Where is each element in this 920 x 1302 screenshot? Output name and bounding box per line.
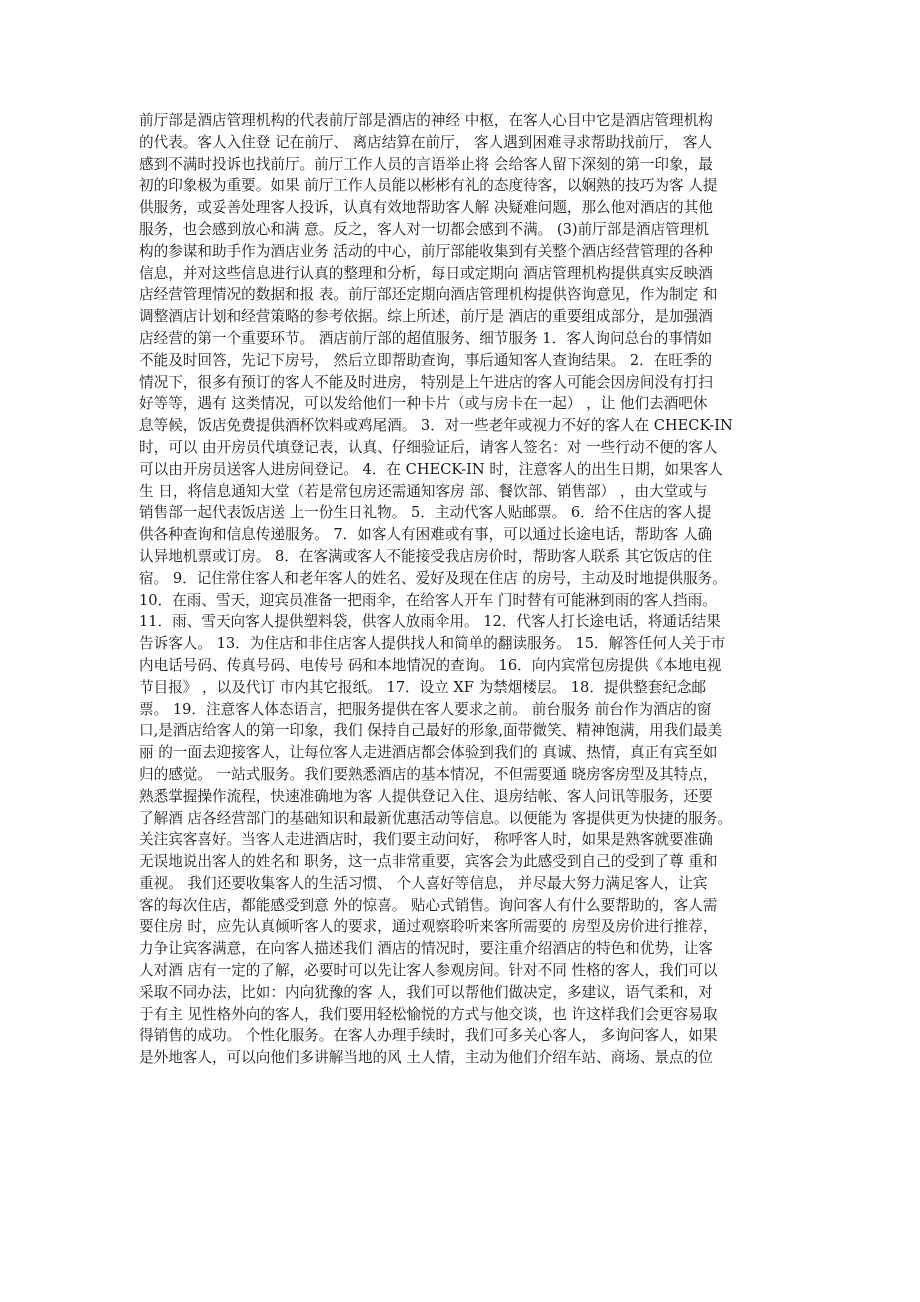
- document-body: [139, 110, 791, 1069]
- text-line: 节目报》 ，以及代订 市内其它报纸。 17．设立 XF 为禁烟楼层。 18．提供整套纪念邮: [139, 678, 707, 696]
- text-line: 供服务，或妥善处理客人投诉，认真有效地帮助客人解 决疑难问题，那么他对酒店的其他: [139, 199, 713, 217]
- text-line: 认异地机票或订房。 8．在客满或客人不能接受我店房价时，帮助客人联系 其它饭店的住: [139, 547, 713, 565]
- text-line: 关注宾客喜好。当客人走进酒店时，我们要主动问好， 称呼客人时，如果是熟客就要准确: [139, 831, 713, 849]
- text-line: 是外地客人，可以向他们多讲解当地的风 土人情，主动为他们介绍车站、商场、景点的位: [139, 1049, 713, 1067]
- text-line: 服务，也会感到放心和满 意。反之，客人对一切都会感到不满。 (3)前厅部是酒店管理机: [139, 220, 709, 238]
- text-line: 要住房 时，应先认真倾听客人的要求，通过观察聆听来客所需要的 房型及房价进行推荐，: [139, 918, 718, 936]
- text-line: 时，可以 由开房员代填登记表，认真、仔细验证后，请客人签名：对 一些行动不便的客人: [139, 438, 718, 456]
- text-line: 无误地说出客人的姓名和 职务，这一点非常重要，宾客会为此感受到自己的受到了尊 重和: [139, 853, 718, 871]
- text-line: 供各种查询和信息传递服务。 7．如客人有困难或有事，可以通过长途电话，帮助客 人确: [139, 526, 713, 544]
- text-line: 得销售的成功。 个性化服务。在客人办理手续时，我们可多关心客人， 多询问客人，如果: [139, 1027, 718, 1045]
- text-line: 客的每次住店，都能感受到意 外的惊喜。 贴心式销售。询问客人有什么要帮助的，客人需: [139, 896, 718, 914]
- text-line: 不能及时回答，先记下房号， 然后立即帮助查询，事后通知客人查询结果。 2．在旺季的: [139, 351, 713, 369]
- text-line: 于有主 见性格外向的客人，我们要用轻松愉悦的方式与他交谈，也 许这样我们会更容易取: [139, 1005, 718, 1023]
- text-line: 票。 19．注意客人体态语言，把服务提供在客人要求之前。 前台服务 前台作为酒店的窗: [139, 700, 712, 718]
- text-line: 信息，并对这些信息进行认真的整理和分析，每日或定期向 酒店管理机构提供真实反映酒: [139, 264, 713, 282]
- text-line: 店经营的第一个重要环节。 酒店前厅部的超值服务、细节服务 1．客人询问总台的事情如: [139, 329, 713, 347]
- text-line: 内电话号码、传真号码、电传号 码和本地情况的查询。 16．向内宾常包房提供《本地电视: [139, 656, 722, 674]
- text-line: 重视。 我们还要收集客人的生活习惯、 个人喜好等信息， 并尽最大努力满足客人，让宾: [139, 874, 708, 892]
- text-line: 10．在雨、雪天，迎宾员准备一把雨伞，在给客人开车 门时替有可能淋到雨的客人挡雨。: [139, 591, 717, 609]
- text-line: 的代表。客人入住登 记在前厅、 离店结算在前厅， 客人遇到困难寻求帮助找前厅， 客人: [139, 133, 713, 151]
- text-line: 丽 的一面去迎接客人，让每位客人走进酒店都会体验到我们的 真诚、热情，真正有宾至如: [139, 744, 718, 762]
- text-line: 采取不同办法，比如：内向犹豫的客 人，我们可以帮他们做决定，多建议，语气柔和，对: [139, 983, 713, 1001]
- text-line: 销售部一起代表饭店送 上一份生日礼物。 5．主动代客人贴邮票。 6．给不住店的客人提: [139, 504, 712, 522]
- text-line: 生 日，将信息通知大堂（若是常包房还需通知客房 部、餐饮部、销售部） ，由大堂或与: [139, 482, 708, 500]
- text-line: 归的感觉。 一站式服务。我们要熟悉酒店的基本情况，不但需要通 晓房客房型及其特点，: [139, 765, 718, 783]
- text-line: 好等等，遇有 这类情况，可以发给他们一种卡片（或与房卡在一起） ，让 他们去酒吧休: [139, 395, 708, 413]
- text-line: 告诉客人。 13．为住店和非住店客人提供找人和简单的翻读服务。 15．解答任何人关于市: [139, 635, 726, 653]
- text-line: 力争让宾客满意，在向客人描述我们 酒店的情况时，要注重介绍酒店的特色和优势，让客: [139, 940, 713, 958]
- text-line: 前厅部是酒店管理机构的代表前厅部是酒店的神经 中枢，在客人心目中它是酒店管理机构: [139, 112, 713, 129]
- text-line: 口,是酒店给客人的第一印象，我们 保持自己最好的形象,面带微笑、精神饱满，用我们最美: [139, 722, 723, 740]
- text-line: 调整酒店计划和经营策略的参考依据。综上所述，前厅是 酒店的重要组成部分，是加强酒: [139, 308, 713, 326]
- text-line: 情况下，很多有预订的客人不能及时进房， 特别是上午进店的客人可能会因房间没有打扫: [139, 373, 713, 391]
- text-line: 人对酒 店有一定的了解，必要时可以先让客人参观房间。针对不同 性格的客人，我们可以: [139, 962, 718, 980]
- text-line: 息等候，饭店免费提供酒杯饮料或鸡尾酒。 3．对一些老年或视力不好的客人在 CHECK-IN: [139, 417, 733, 435]
- text-line: 店经营管理情况的数据和报 表。前厅部还定期向酒店管理机构提供咨询意见，作为制定 和: [139, 286, 718, 304]
- text-line: 11．雨、雪天向客人提供塑料袋，供客人放雨伞用。 12．代客人打长途电话，将通话结果: [139, 613, 721, 631]
- text-line: 宿。 9．记住常住客人和老年客人的姓名、爱好及现在住店 的房号，主动及时地提供服务。: [139, 569, 727, 587]
- text-line: 感到不满时投诉也找前厅。前厅工作人员的言语举止将 会给客人留下深刻的第一印象，最: [139, 155, 713, 173]
- text-line: 熟悉掌握操作流程，快速准确地为客 人提供登记入住、退房结帐、客人问讯等服务，还要: [139, 787, 713, 805]
- text-line: 了解酒 店各经营部门的基础知识和最新优惠活动等信息。以便能为 客提供更为快捷的服务。: [139, 809, 733, 827]
- text-line: 可以由开房员送客人进房间登记。 4．在 CHECK-IN 时，注意客人的出生日期，如果客人: [139, 460, 723, 478]
- text-line: 初的印象极为重要。如果 前厅工作人员能以彬彬有礼的态度待客，以娴熟的技巧为客 人提: [139, 177, 718, 195]
- text-line: 构的参谋和助手作为酒店业务 活动的中心，前厅部能收集到有关整个酒店经营管理的各种: [139, 242, 713, 260]
